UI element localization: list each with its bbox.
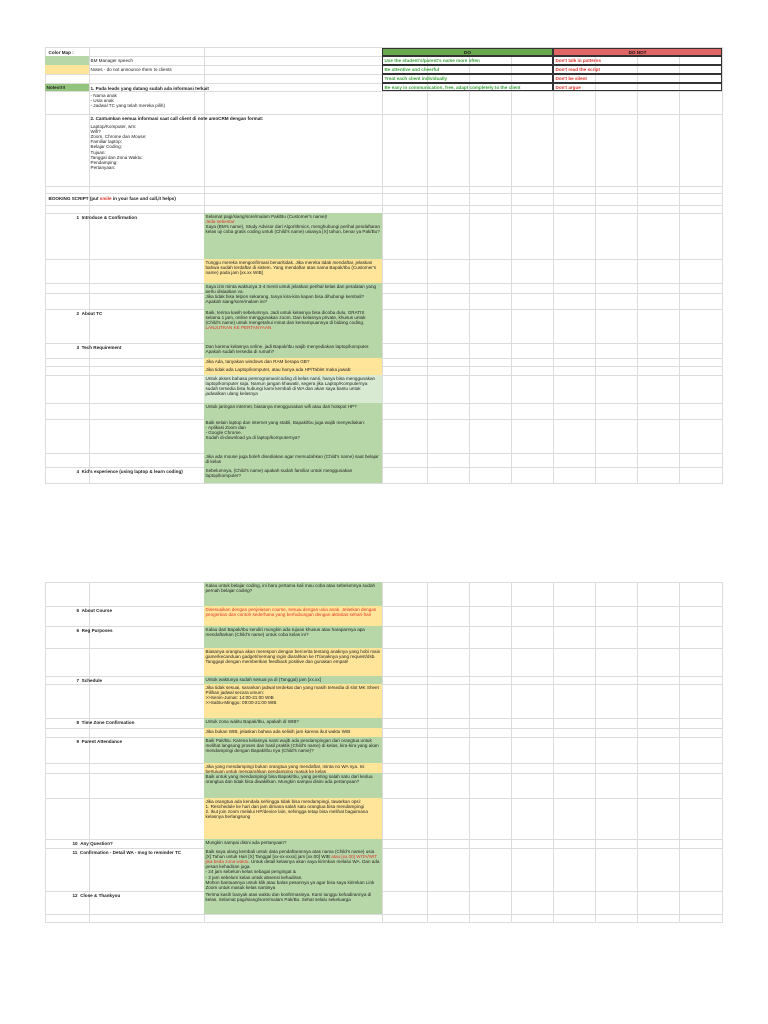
step-row: 7 Schedule [76,677,103,683]
grid-line [511,47,512,483]
grid-line [89,47,90,483]
green-swatch [45,56,89,65]
step-row: 2 About TC [76,310,103,316]
sheet-page-2 [45,582,723,922]
grid-line [382,47,383,483]
yellow-label: Notes - do not announce them to clients [90,66,172,72]
script-cell: Jika tidak bisa telpon sekarang, tanya kira-kira kapan bisa dihubungi kembali? Apakah siang/sore/malam ini? [204,293,382,309]
step-row: 9 Parent Attendance [76,738,123,744]
script-cell: Untuk zona waktu Bapak/Ibu, apakah di WIB? [204,718,382,728]
script-cell: Baik, terima kasih sebelumnya. Jadi untuk kelasnya bisa dicoba dulu, GRATIS selama 1 jam, online menggunakan zoom. Dan kelasnya private, khusus untuk (Child's name) untuk mengetahui minat dan kemampuannya di bidang coding. LANJUTKAN KE PERTANYAAN [204,309,382,343]
notes-point-2-list: Laptop/Komputer, wm: Wifi? Zoom, Chrome dan Mouse: Familiar laptop: Belajar Coding: Tujuan: Tanggal dan Zona Waktu: Pendamping: Pertanyaan: [90,123,147,171]
step-row: 1 Introduce & Confirmation [76,214,138,220]
script-cell: Baik selain laptop dan internet yang stabil, Bapak/Ibu juga wajib menyediakan: - Aplikasi Zoom dan - Google Chrome. Sudah di-download ya di laptop/komputernya? [204,419,382,453]
grid-line [637,47,638,483]
do-header: DO [382,48,553,56]
script-cell: Untuk jaringan internet, biasanya menggunakan wifi atau dari hotspot HP? [204,403,382,419]
notes-label: Notes!!!! [45,84,89,91]
note-cell: Jika yang mendampingi bukan orangtua yang mendaftar, minta no WA nya. Ini bertujuan untuk mengarahkan pendamping masuk ke kelas [204,763,382,773]
grid-line [553,47,554,483]
booking-script-title: BOOKING SCRIPT (put smile in your face and call,it helps) [48,195,176,201]
script-cell: Baik saya ulang kembali untuk data pendaftarannya atas nama (Child's name) usia [X] Tahun untuk Hari [X] Tanggal [xx-xx-xxxx] jam [xx.00] WIB atau [xx.00] WITA/WIT jika beda zona waktu. Untuk detail kelasnya akan saya kirimkan melalui WA. Dan ada pesan kehadiran juga. - 24 jam sebelum kelas sebagai pengingat & - 3 jam sebelum kelas untuk absensi kehadiran. Mohon bantuannya untuk klik atau balas pesannya ya agar bisa saya kirimkan Link Zoom untuk masuk kelas nantinya [204,848,382,891]
step-row: 8 Time Zone Confirmation [76,719,135,725]
step-row: 5 About Course [76,607,112,613]
script-cell: Kalau dari Bapak/Ibu sendiri mungkin ada tujuan khusus atau harapannya apa mendaftarkan (Child's name) untuk coba kelas ini? [204,626,382,648]
color-map-title: Color Map : [48,49,74,55]
donot-header: DO NOT [553,48,722,56]
step-row: 12 Close & Thankyou [72,892,121,898]
script-cell: Selamat pagi/siang/sore/malam Pak/Bu (Customer's name)! Jeda sebentar Saya (BM's name), Study Advisor dari Algorithmics, menghubungi perihal pendaftaran kelas uji coba gratis coding untuk (Child's name) usianya [X] tahun, benar ya Pak/Bu? [204,213,382,259]
note-cell: Jika Ada, tanyakan windows dan RAM berapa GB? [204,358,382,366]
grid-line [427,47,428,483]
script-cell: Untuk waktunya sudah sesuai ya di (Tanggal) jam [xx.xx] [204,676,382,684]
notes-point-2: 2. Cantumkan semua informasi saat call client di note amoCRM dengan format: [90,115,264,121]
script-cell: Untuk akses bahasa pemrograman/coding di kelas nanti, hanya bisa menggunakan laptop/komputer saja. Namun jangan khawatir, segera jika Laptop/Komputernya sudah tersedia bisa hubungi kami kembali di WA dan akan saya bantu untuk jadwalkan ulang kelasnya [204,375,382,403]
grid-line [469,47,470,483]
script-cell: Terima kasih banyak atas waktu dan konfirmasinya. Kami tunggu kehadirannya di kelas. Selamat pagi/siang/sore/malam Pak/Bu. Sehat selalu sekeluarga [204,891,382,914]
step-row: 11 Confirmation - Detail WA - msg to reminder TC [72,849,182,855]
do-item: Use the student's/parent's name more often [382,56,553,65]
grid-line [595,47,596,483]
script-cell: Kalau untuk belajar coding, ini baru pertama kali mau coba atau sebelumnya sudah pernah belajar coding? [204,582,382,606]
script-cell: Saya izin minta waktunya 3-4 menit untuk jelaskan perihal kelas dan peralatan yang perlu disiapkan ya. [204,283,382,293]
do-item: Be attentive and cheerful [382,65,553,74]
donot-item: Don't talk in patterns [553,56,722,65]
note-cell: Jika tidak sesuai, sarankan jadwal terdekat dan yang masih tersedia di slot MK Sheet Pilihan jadwal secara umum: >>Senin-Jumat: 14:00-21:00 WIB >>Sabtu-Minggu: 09:00-21:00 WIB [204,684,382,718]
step-row: 3 Tech Requirement [76,344,122,350]
note-cell: Disesuaikan dengan penjelasan course, sesuai dengan usia anak. Jelaskan dengan pengertian dan contoh sederhana yang berhubungan dengan aktivitas sehari-hari [204,606,382,626]
grid-line [722,47,723,483]
do-item: Be easy in communication, free, adapt completely to the client [382,83,553,91]
notes-point-1-list: - Nama anak - Usia anak - Jadwal TC yang telah mereka pilih) [90,92,165,108]
sheet-page-1 [45,47,723,483]
donot-item: Don't argue [553,83,722,91]
step-row: 4 Kid's experience (using laptop & learn coding) [76,468,183,474]
note-cell: Biasanya orangtua akan merespon dengan bercerita tentang anaknya yang hobi main game/kecanduan gadget/memang ingin diarahkan ke IT/anaknya yang request/dsb. Tanggapi dengan memberikan feedback positive dan gunakan empati! [204,648,382,676]
note-cell: Jika orangtua ada kendala sehingga tidak bisa mendampingi, tawarkan opsi: 1. Reschedule ke hari dan jam dimana salah satu orangtua bisa mendampingi 2. Ikut join zoom melalui HP/device lain, sehingga tetap bisa melihat bagaimana kelasnya berlangsung [204,798,382,839]
script-cell: Sebelumnya, (Child's name) apakah sudah familiar untuk menggunakan laptop/komputer? [204,467,382,483]
note-cell: Jika tidak ada Laptop/komputer, atau hanya ada HP/Tablet maka jawab: [204,366,382,375]
grid-line [45,47,46,483]
donot-item: Don't be silent [553,74,722,83]
script-cell: Dan karena kelasnya online, jadi Bapak/Ibu wajib menyediakan laptop/komputer. Apakah sudah tersedia di rumah? [204,343,382,358]
yellow-swatch [45,65,89,74]
script-cell: Baik untuk yang mendampingi bisa Bapak/Ibu, yang penting salah satu dari kedua orangtua dan tidak bisa diwakilkan. Mungkin sampai disini ada pertanyaan? [204,773,382,798]
step-row: 10 Any Question? [72,840,113,846]
grid-line [679,47,680,483]
do-item: Treat each client individually [382,74,553,83]
notes-point-1: 1. Pada leads yang datang sudah ada informasi terkait [90,85,209,91]
script-cell: Baik Pak/Bu. Karena kelasnya nanti wajib ada pendampingan dari orangtua untuk melihat langsung proses dan hasil praktik (Child's name) di kelas, kira-kira yang akan mendampingi dengan Bapak/Ibu nya (Child's name)? [204,737,382,763]
step-row: 6 Reg Purposes [76,627,113,633]
note-cell: Tunggu mereka mengonfirmasi benar/tidak. Jika mereka tidak mendaftar, jelaskan bahwa sudah terdaftar di sistem. Yang mendaftar atas nama Bapak/Ibu (Customer's name) pada jam [xx.xx WIB] [204,259,382,283]
green-label: BM Manager speech [90,57,133,63]
note-cell: Jika bukan WIB, jelaskan bahwa ada selisih jam karena ikut waktu WIB [204,728,382,737]
script-cell: Mungkin sampai disini ada pertanyaan? [204,839,382,848]
script-cell: Jika ada mouse juga boleh disediakan agar memudahkan (Child's name) saat belajar di kelas [204,453,382,467]
donot-item: Don't read the script [553,65,722,74]
